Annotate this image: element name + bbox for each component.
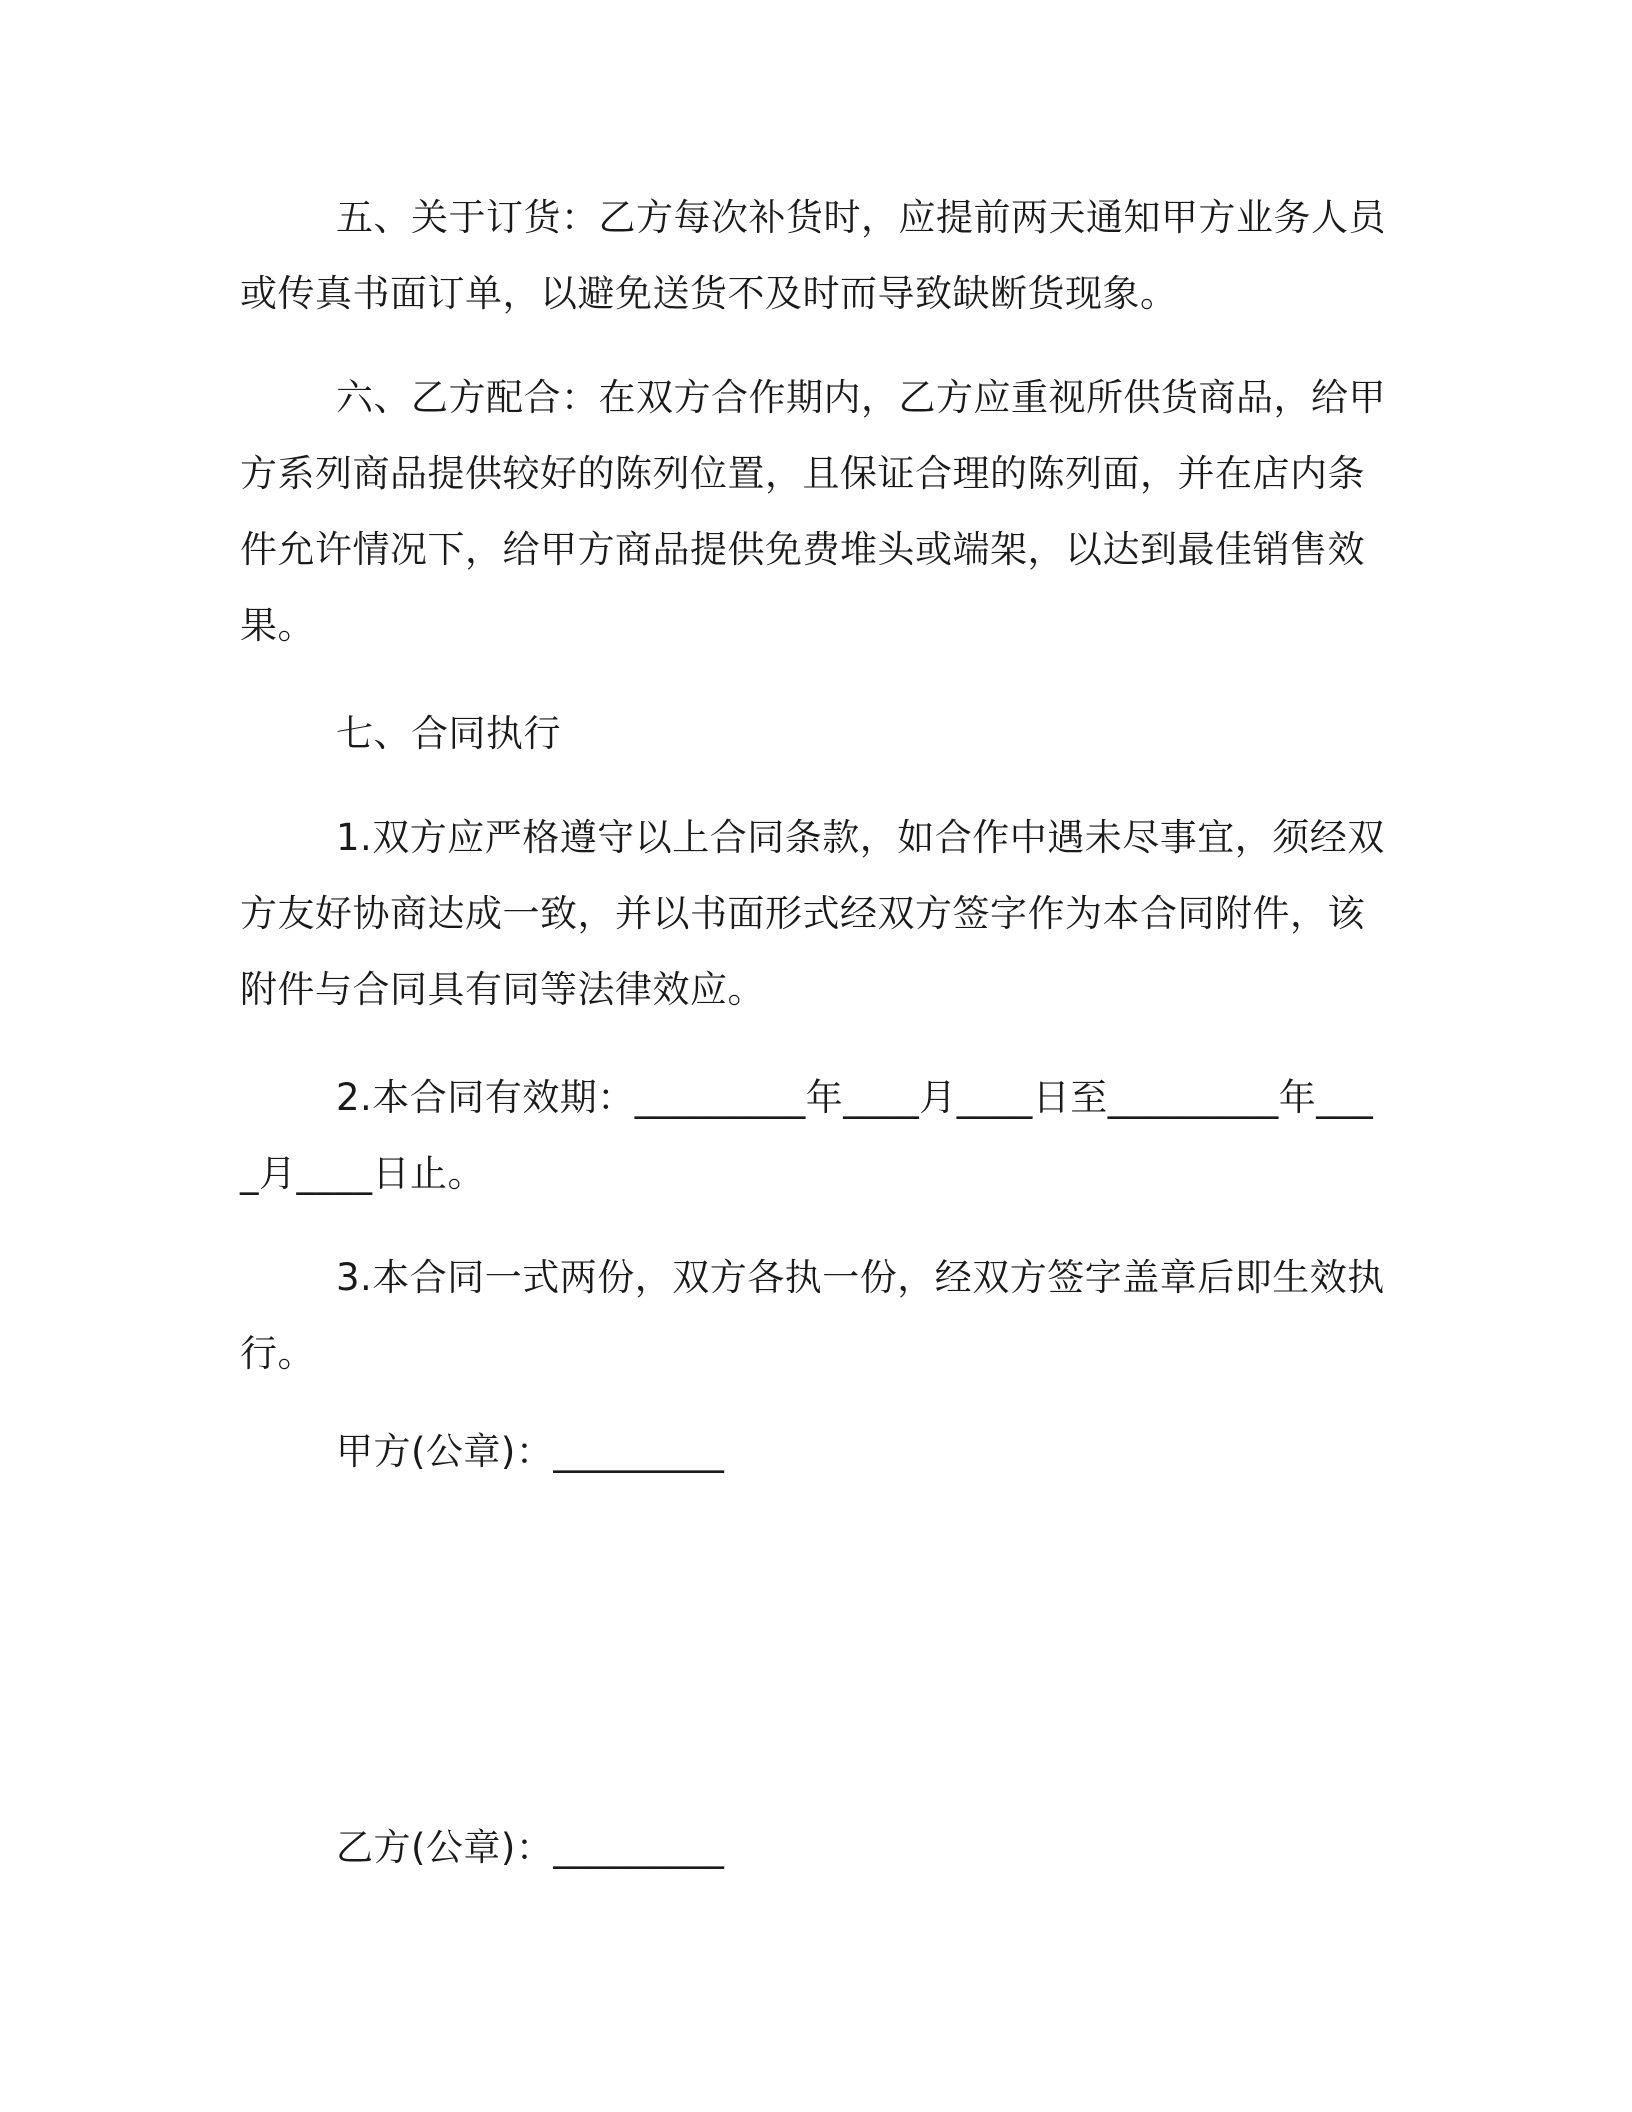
clause-seven-heading: 七、合同执行 <box>336 712 561 755</box>
clause-seven-item-1: 1.双方应严格遵守以上合同条款，如合作中遇未尽事宜，须经双方友好协商达成一致，并以书面形式经双方签字作为本合同附件，该附件与合同具有同等法律效应。 <box>240 816 1385 1011</box>
party-b-signature-line: 乙方(公章)：_________ <box>336 1826 725 1869</box>
clause-seven-item-2: 2.本合同有效期：_________年____月____日至_________年____月____日止。 <box>240 1076 1374 1195</box>
clause-seven-item-3: 3.本合同一式两份，双方各执一份，经双方签字盖章后即生效执行。 <box>240 1256 1385 1375</box>
party-a-signature-line: 甲方(公章)：_________ <box>336 1430 725 1473</box>
clause-six-cooperation: 六、乙方配合：在双方合作期内，乙方应重视所供货商品，给甲方系列商品提供较好的陈列位置，且保证合理的陈列面，并在店内条件允许情况下，给甲方商品提供免费堆头或端架，以达到最佳销售效果。 <box>240 376 1386 647</box>
clause-five-ordering: 五、关于订货：乙方每次补货时，应提前两天通知甲方业务人员或传真书面订单，以避免送货不及时而导致缺断货现象。 <box>240 196 1386 315</box>
